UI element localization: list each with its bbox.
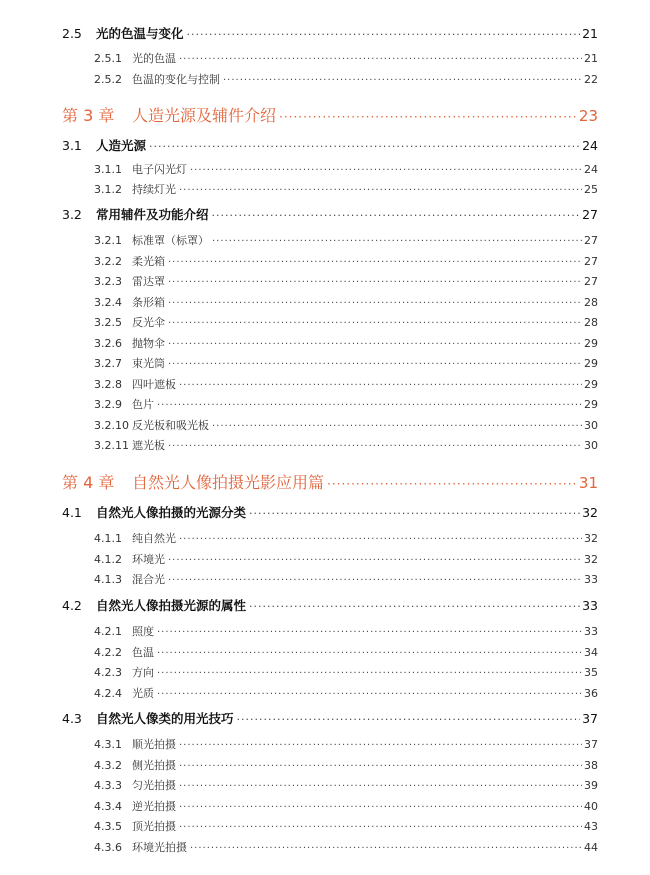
toc-subsection-row[interactable] bbox=[94, 798, 598, 814]
toc-page-number: 33 bbox=[584, 573, 598, 586]
toc-number: 3.2.2 bbox=[94, 255, 122, 268]
toc-title: 侧光拍摄 bbox=[132, 759, 176, 772]
toc-subsection-row[interactable] bbox=[94, 437, 598, 453]
toc-page-number: 27 bbox=[584, 275, 598, 288]
dot-leader bbox=[179, 761, 582, 772]
toc-page-number: 22 bbox=[584, 73, 598, 86]
toc-page-number: 32 bbox=[584, 553, 598, 566]
toc-number: 3.2.7 bbox=[94, 357, 122, 370]
dot-leader bbox=[212, 236, 582, 247]
toc-number: 第 4 章 bbox=[62, 473, 115, 492]
dot-leader bbox=[212, 421, 582, 432]
toc-title: 四叶遮板 bbox=[132, 378, 176, 391]
toc-number: 3.1.1 bbox=[94, 163, 122, 176]
dot-leader bbox=[223, 75, 582, 86]
toc-title: 自然光人像拍摄光源的属性 bbox=[96, 598, 247, 613]
toc-subsection-row[interactable] bbox=[94, 571, 598, 587]
toc-number: 3.2.9 bbox=[94, 398, 122, 411]
toc-page-number: 21 bbox=[584, 52, 598, 65]
dot-leader bbox=[179, 534, 582, 545]
toc-page-number: 44 bbox=[584, 841, 598, 854]
toc-title: 光的色温与变化 bbox=[96, 26, 184, 41]
dot-leader bbox=[179, 781, 582, 792]
toc-section-row[interactable] bbox=[62, 24, 598, 42]
toc-title: 照度 bbox=[132, 625, 154, 638]
toc-title: 雷达罩 bbox=[132, 275, 165, 288]
toc-subsection-row[interactable] bbox=[94, 396, 598, 412]
toc-section-row[interactable] bbox=[62, 709, 598, 727]
toc-page-number: 24 bbox=[584, 163, 598, 176]
toc-title: 匀光拍摄 bbox=[132, 779, 176, 792]
toc-title: 顶光拍摄 bbox=[132, 820, 176, 833]
toc-title: 持续灯光 bbox=[132, 183, 176, 196]
toc-subsection-row[interactable] bbox=[94, 839, 598, 855]
toc-number: 4.3.4 bbox=[94, 800, 122, 813]
toc-page-number: 28 bbox=[584, 316, 598, 329]
toc-subsection-row[interactable] bbox=[94, 181, 598, 197]
toc-title: 柔光箱 bbox=[132, 255, 165, 268]
dot-leader bbox=[179, 185, 582, 196]
dot-leader bbox=[179, 802, 582, 813]
toc-page-number: 38 bbox=[584, 759, 598, 772]
toc-page-number: 29 bbox=[584, 378, 598, 391]
toc-page-number: 32 bbox=[584, 532, 598, 545]
toc-number: 4.3.3 bbox=[94, 779, 122, 792]
toc-title: 色片 bbox=[132, 398, 154, 411]
toc-title: 逆光拍摄 bbox=[132, 800, 176, 813]
toc-subsection-row[interactable] bbox=[94, 777, 598, 793]
toc-number: 4.3.6 bbox=[94, 841, 122, 854]
toc-page-number: 25 bbox=[584, 183, 598, 196]
toc-section-row[interactable] bbox=[62, 136, 598, 154]
dot-leader bbox=[168, 298, 582, 309]
toc-subsection-row[interactable] bbox=[94, 551, 598, 567]
toc-number: 4.2.1 bbox=[94, 625, 122, 638]
toc-subsection-row[interactable] bbox=[94, 50, 598, 66]
toc-title: 标准罩（标罩） bbox=[132, 234, 209, 247]
toc-title: 抛物伞 bbox=[132, 337, 165, 350]
toc-page-number: 28 bbox=[584, 296, 598, 309]
dot-leader bbox=[168, 318, 582, 329]
toc-section-row[interactable] bbox=[62, 503, 598, 521]
dot-leader bbox=[279, 110, 577, 124]
toc-title: 电子闪光灯 bbox=[132, 163, 187, 176]
toc-number: 3.1.2 bbox=[94, 183, 122, 196]
toc-page-number: 35 bbox=[584, 666, 598, 679]
dot-leader bbox=[168, 575, 582, 586]
toc-subsection-row[interactable] bbox=[94, 161, 598, 177]
toc-number: 2.5 bbox=[62, 26, 82, 41]
toc-page-number: 21 bbox=[582, 26, 598, 41]
dot-leader bbox=[190, 165, 582, 176]
toc-page-number: 33 bbox=[584, 625, 598, 638]
toc-number: 4.3.1 bbox=[94, 738, 122, 751]
toc-page-number: 34 bbox=[584, 646, 598, 659]
toc-title: 混合光 bbox=[132, 573, 165, 586]
toc-page-number: 24 bbox=[582, 138, 598, 153]
toc-number: 4.2.3 bbox=[94, 666, 122, 679]
toc-number: 4.3 bbox=[62, 711, 82, 726]
toc-title: 自然光人像拍摄光影应用篇 bbox=[132, 473, 325, 492]
dot-leader bbox=[168, 257, 582, 268]
toc-title: 方向 bbox=[132, 666, 154, 679]
dot-leader bbox=[327, 477, 577, 491]
dot-leader bbox=[157, 400, 582, 411]
toc-page-number: 27 bbox=[584, 255, 598, 268]
toc-page-number: 29 bbox=[584, 337, 598, 350]
toc-number: 3.2.6 bbox=[94, 337, 122, 350]
toc-title: 束光筒 bbox=[132, 357, 165, 370]
dot-leader bbox=[179, 822, 582, 833]
toc-number: 4.2.2 bbox=[94, 646, 122, 659]
toc-number: 2.5.2 bbox=[94, 73, 122, 86]
toc-number: 3.1 bbox=[62, 138, 82, 153]
dot-leader bbox=[157, 627, 582, 638]
toc-page-number: 29 bbox=[584, 398, 598, 411]
toc-section-row[interactable] bbox=[62, 205, 598, 223]
toc-page-number: 37 bbox=[584, 738, 598, 751]
toc-page-number: 30 bbox=[584, 439, 598, 452]
dot-leader bbox=[149, 140, 580, 153]
dot-leader bbox=[249, 600, 580, 613]
toc-number: 第 3 章 bbox=[62, 106, 115, 125]
toc-subsection-row[interactable] bbox=[94, 623, 598, 639]
toc-chapter-row[interactable] bbox=[62, 470, 598, 493]
toc-number: 4.3.5 bbox=[94, 820, 122, 833]
toc-title: 自然光人像类的用光技巧 bbox=[96, 711, 234, 726]
toc-page-number: 27 bbox=[584, 234, 598, 247]
dot-leader bbox=[168, 441, 582, 452]
toc-page-number: 31 bbox=[578, 474, 598, 492]
toc-title: 遮光板 bbox=[132, 439, 165, 452]
toc-number: 4.1.2 bbox=[94, 553, 122, 566]
toc-number: 3.2.3 bbox=[94, 275, 122, 288]
dot-leader bbox=[168, 359, 582, 370]
toc-title: 常用辅件及功能介绍 bbox=[96, 207, 209, 222]
dot-leader bbox=[237, 713, 581, 726]
dot-leader bbox=[168, 339, 582, 350]
dot-leader bbox=[157, 668, 582, 679]
toc-subsection-row[interactable] bbox=[94, 818, 598, 834]
toc-title: 色温的变化与控制 bbox=[132, 73, 220, 86]
toc-page-number: 37 bbox=[582, 711, 598, 726]
toc-subsection-row[interactable] bbox=[94, 685, 598, 701]
toc-number: 4.1.1 bbox=[94, 532, 122, 545]
toc-page-number: 39 bbox=[584, 779, 598, 792]
toc-number: 3.2 bbox=[62, 207, 82, 222]
toc-title: 人造光源 bbox=[96, 138, 147, 153]
toc-subsection-row[interactable] bbox=[94, 664, 598, 680]
dot-leader bbox=[212, 209, 581, 222]
toc-title: 纯自然光 bbox=[132, 532, 176, 545]
toc-page-number: 33 bbox=[582, 598, 598, 613]
toc-number: 3.2.4 bbox=[94, 296, 122, 309]
toc-title: 光的色温 bbox=[132, 52, 176, 65]
toc-title: 顺光拍摄 bbox=[132, 738, 176, 751]
toc-page-number: 40 bbox=[584, 800, 598, 813]
toc-title: 环境光拍摄 bbox=[132, 841, 187, 854]
toc-page-number: 29 bbox=[584, 357, 598, 370]
dot-leader bbox=[168, 555, 582, 566]
toc-subsection-row[interactable] bbox=[94, 376, 598, 392]
toc-subsection-row[interactable] bbox=[94, 253, 598, 269]
dot-leader bbox=[190, 843, 582, 854]
dot-leader bbox=[157, 648, 582, 659]
toc-number: 3.2.5 bbox=[94, 316, 122, 329]
toc-subsection-row[interactable] bbox=[94, 335, 598, 351]
toc-number: 4.3.2 bbox=[94, 759, 122, 772]
toc-page-number: 32 bbox=[582, 505, 598, 520]
toc-subsection-row[interactable] bbox=[94, 294, 598, 310]
dot-leader bbox=[179, 380, 582, 391]
toc-subsection-row[interactable] bbox=[94, 644, 598, 660]
toc-title: 反光板和吸光板 bbox=[132, 419, 209, 432]
toc-title: 自然光人像拍摄的光源分类 bbox=[96, 505, 247, 520]
dot-leader bbox=[179, 54, 582, 65]
toc-subsection-row[interactable] bbox=[94, 417, 598, 433]
toc-number: 3.2.11 bbox=[94, 439, 129, 452]
toc-page-number: 36 bbox=[584, 687, 598, 700]
dot-leader bbox=[179, 740, 582, 751]
toc-number: 3.2.1 bbox=[94, 234, 122, 247]
dot-leader bbox=[249, 507, 580, 520]
toc-page-number: 30 bbox=[584, 419, 598, 432]
toc-subsection-row[interactable] bbox=[94, 71, 598, 87]
toc-page-number: 23 bbox=[578, 107, 598, 125]
toc-subsection-row[interactable] bbox=[94, 530, 598, 546]
toc-subsection-row[interactable] bbox=[94, 273, 598, 289]
dot-leader bbox=[168, 277, 582, 288]
toc-number: 4.2 bbox=[62, 598, 82, 613]
toc-section-row[interactable] bbox=[62, 596, 598, 614]
toc-subsection-row[interactable] bbox=[94, 355, 598, 371]
toc-number: 4.1 bbox=[62, 505, 82, 520]
toc-title: 光质 bbox=[132, 687, 154, 700]
toc-title: 环境光 bbox=[132, 553, 165, 566]
toc-number: 3.2.10 bbox=[94, 419, 129, 432]
toc-subsection-row[interactable] bbox=[94, 736, 598, 752]
toc-page-number: 43 bbox=[584, 820, 598, 833]
toc-chapter-row[interactable] bbox=[62, 103, 598, 126]
toc-subsection-row[interactable] bbox=[94, 232, 598, 248]
dot-leader bbox=[157, 689, 582, 700]
toc-number: 2.5.1 bbox=[94, 52, 122, 65]
dot-leader bbox=[187, 28, 581, 41]
toc-title: 条形箱 bbox=[132, 296, 165, 309]
toc-title: 色温 bbox=[132, 646, 154, 659]
toc-title: 反光伞 bbox=[132, 316, 165, 329]
toc-subsection-row[interactable] bbox=[94, 314, 598, 330]
toc-page-number: 27 bbox=[582, 207, 598, 222]
toc-number: 4.1.3 bbox=[94, 573, 122, 586]
toc-title: 人造光源及辅件介绍 bbox=[132, 106, 277, 125]
toc-number: 4.2.4 bbox=[94, 687, 122, 700]
toc-number: 3.2.8 bbox=[94, 378, 122, 391]
toc-subsection-row[interactable] bbox=[94, 757, 598, 773]
